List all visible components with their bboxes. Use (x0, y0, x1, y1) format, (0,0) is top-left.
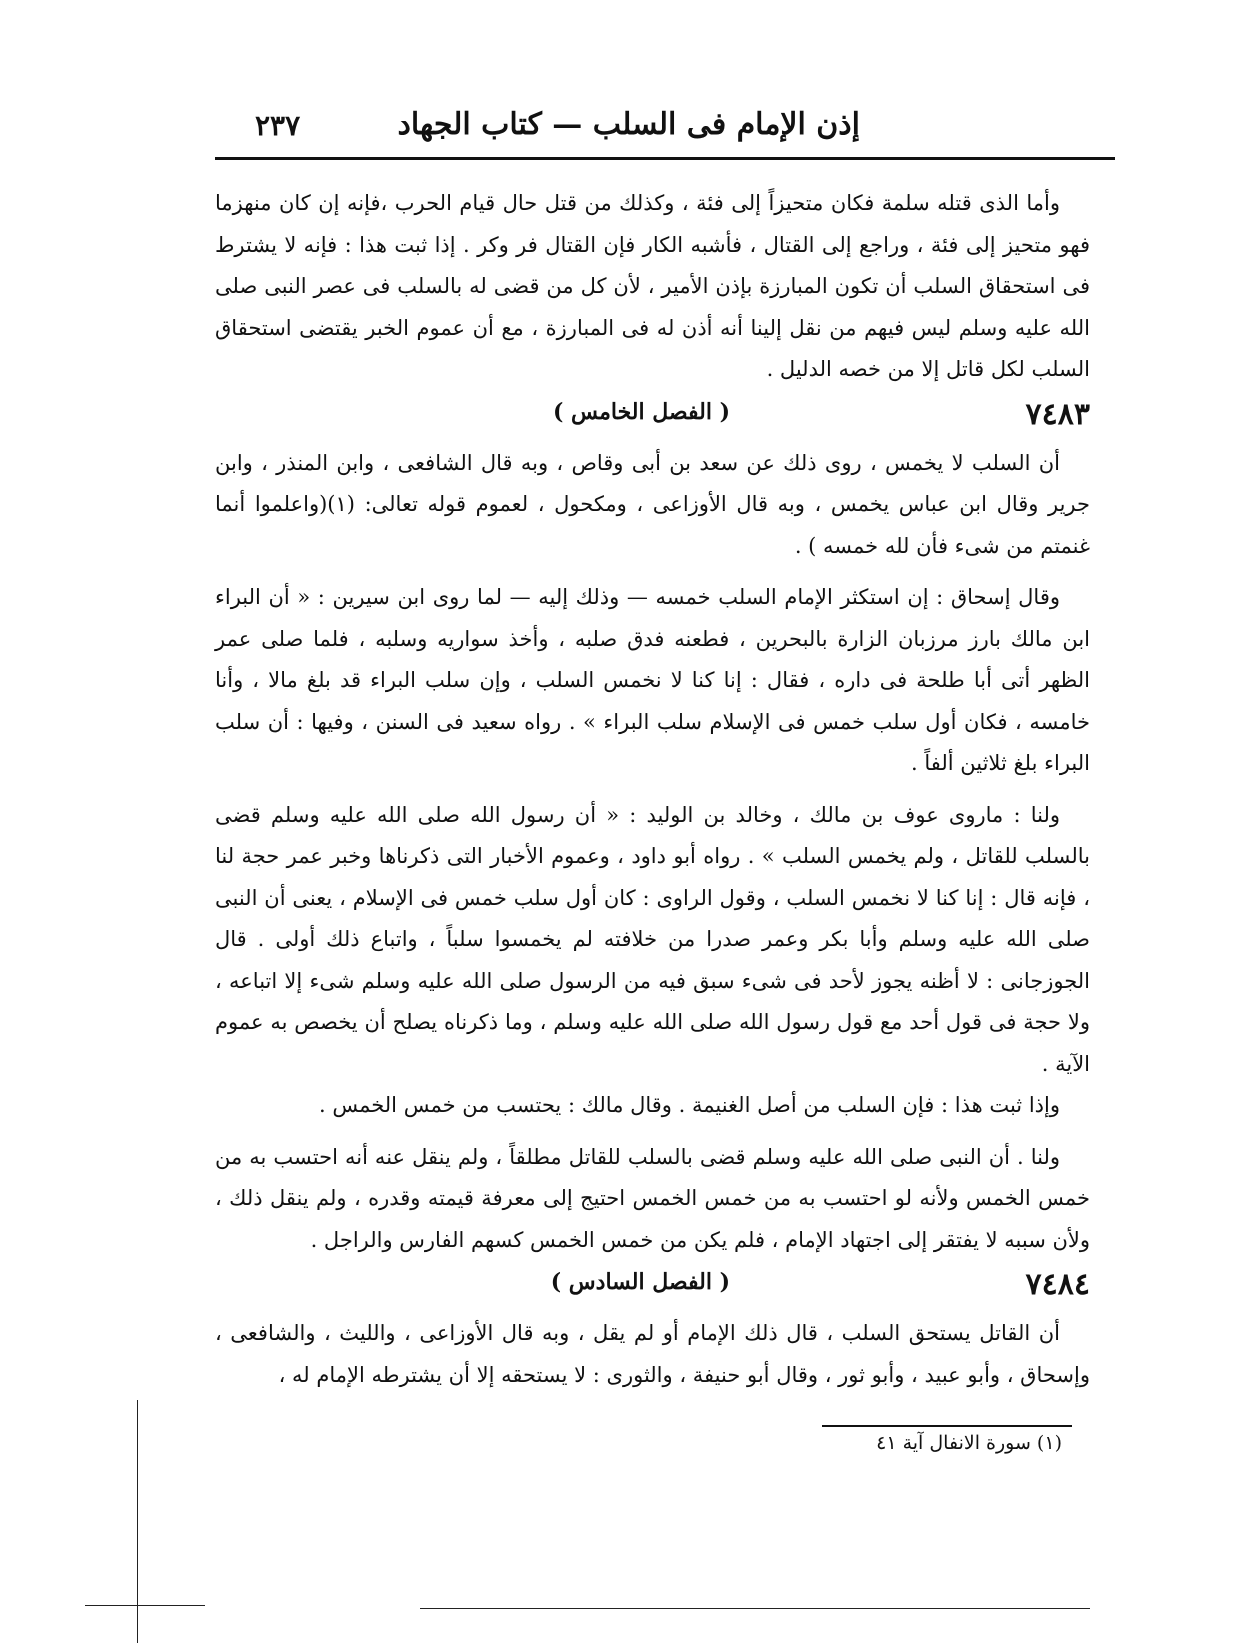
footnote: (١) سورة الانفال آية ٤١ (876, 1432, 1062, 1454)
paragraph: أن السلب لا يخمس ، روى ذلك عن سعد بن أبى وقاص ، وبه قال الشافعى ، وابن المنذر ، وابن جرير وقال ابن عباس يخمس ، وبه قال الأوزاعى ، ومكحول ، لعموم قوله تعالى: (١)(واعلموا أنما غنمتم من شىء فأن لله خمسه ) . (215, 450, 1091, 558)
footnote-rule (822, 1425, 1072, 1427)
section-heading-6 (215, 1265, 1090, 1313)
section-number: ٧٤٨٣ (1025, 396, 1090, 432)
page-number: ٢٣٧ (255, 109, 301, 142)
running-title: إذن الإمام فى السلب — كتاب الجهاد (397, 107, 860, 142)
paragraph: وأما الذى قتله سلمة فكان متحيزاً إلى فئة ، وكذلك من قتل حال قيام الحرب ،فإنه إن كان منهزما فهو متحيز إلى فئة ، وراجع إلى القتال ، فأشبه الكار فإن القتال فر وكر . إذا ثبت هذا : فإنه لا يشترط فى استحقاق السلب أن تكون المبارزة بإذن الأمير ، لأن كل من قضى له بالسلب فى عصر النبى صلى الله عليه وسلم ليس فيهم من نقل إلينا أنه أذن له فى المبارزة ، مع أن عموم الخبر يقتضى استحقاق السلب لكل قاتل إلا من خصه الدليل . (215, 191, 1090, 381)
document-page (215, 95, 1091, 1387)
bottom-rule (420, 1608, 1090, 1609)
header-rule (215, 157, 1115, 160)
page-body (215, 183, 1090, 1396)
crop-mark-vertical (137, 1400, 138, 1643)
paragraph: ولنا . أن النبى صلى الله عليه وسلم قضى بالسلب للقاتل مطلقاً ، ولم ينقل عنه أنه احتسب به من خمس الخمس ولأنه لو احتسب به من خمس الخمس احتيج إلى معرفة قيمته وقدره ، ولم ينقل ذلك ، ولأن سببه لا يفتقر إلى اجتهاد الإمام ، فلم يكن من خمس الخمس كسهم الفارس والراجل . (215, 1144, 1090, 1252)
section-title: ( الفصل السادس ) (550, 1269, 730, 1295)
paragraph: أن القاتل يستحق السلب ، قال ذلك الإمام أو لم يقل ، وبه قال الأوزاعى ، والليث ، والشافعى ، وإسحاق ، وأبو عبيد ، وأبو ثور ، وقال أبو حنيفة ، والثورى : لا يستحقه إلا أن يشترطه الإمام له ، (215, 1321, 1090, 1387)
paragraph: ولنا : ماروى عوف بن مالك ، وخالد بن الوليد : « أن رسول الله صلى الله عليه وسلم قضى بالسلب للقاتل ، ولم يخمس السلب » . رواه أبو داود ، وعموم الأخبار التى ذكرناها وخبر عمر حجة لنا ، فإنه قال : إنا كنا لا نخمس السلب ، وقول الراوى : كان أول سلب خمس فى الإسلام ، يعنى أن النبى صلى الله عليه وسلم وأبا بكر وعمر صدرا من خلافته لم يخمسوا سلباً ، واتباع ذلك أولى . قال الجوزجانى : لا أظنه يجوز لأحد فى شىء سبق فيه من الرسول صلى الله عليه وسلم شىء إلا اتباعه ، ولا حجة فى قول أحد مع قول رسول الله صلى الله عليه وسلم ، وما ذكرناه يصلح أن يخصص به عموم الآية . (215, 802, 1090, 1076)
section-heading-5 (215, 395, 1090, 443)
section-number: ٧٤٨٤ (1025, 1267, 1090, 1302)
crop-mark-horizontal (85, 1605, 205, 1606)
paragraph: وإذا ثبت هذا : فإن السلب من أصل الغنيمة . وقال مالك : يحتسب من خمس الخمس . (318, 1093, 1060, 1117)
paragraph: وقال إسحاق : إن استكثر الإمام السلب خمسه — وذلك إليه — لما روى ابن سيرين : « أن البراء ابن مالك بارز مرزبان الزارة بالبحرين ، فطعنه فدق صلبه ، وأخذ سواريه وسلبه ، فلما صلى عمر الظهر أتى أبا طلحة فى داره ، فقال : إنا كنا لا نخمس السلب ، وإن سلب البراء قد بلغ مالا ، وأنا خامسه ، فكان أول سلب خمس فى الإسلام سلب البراء » . رواه سعيد فى السنن ، وفيها : أن سلب البراء بلغ ثلاثين ألفاً . (215, 585, 1090, 775)
page-header (215, 95, 1090, 155)
section-title: ( الفصل الخامس ) (552, 398, 730, 425)
